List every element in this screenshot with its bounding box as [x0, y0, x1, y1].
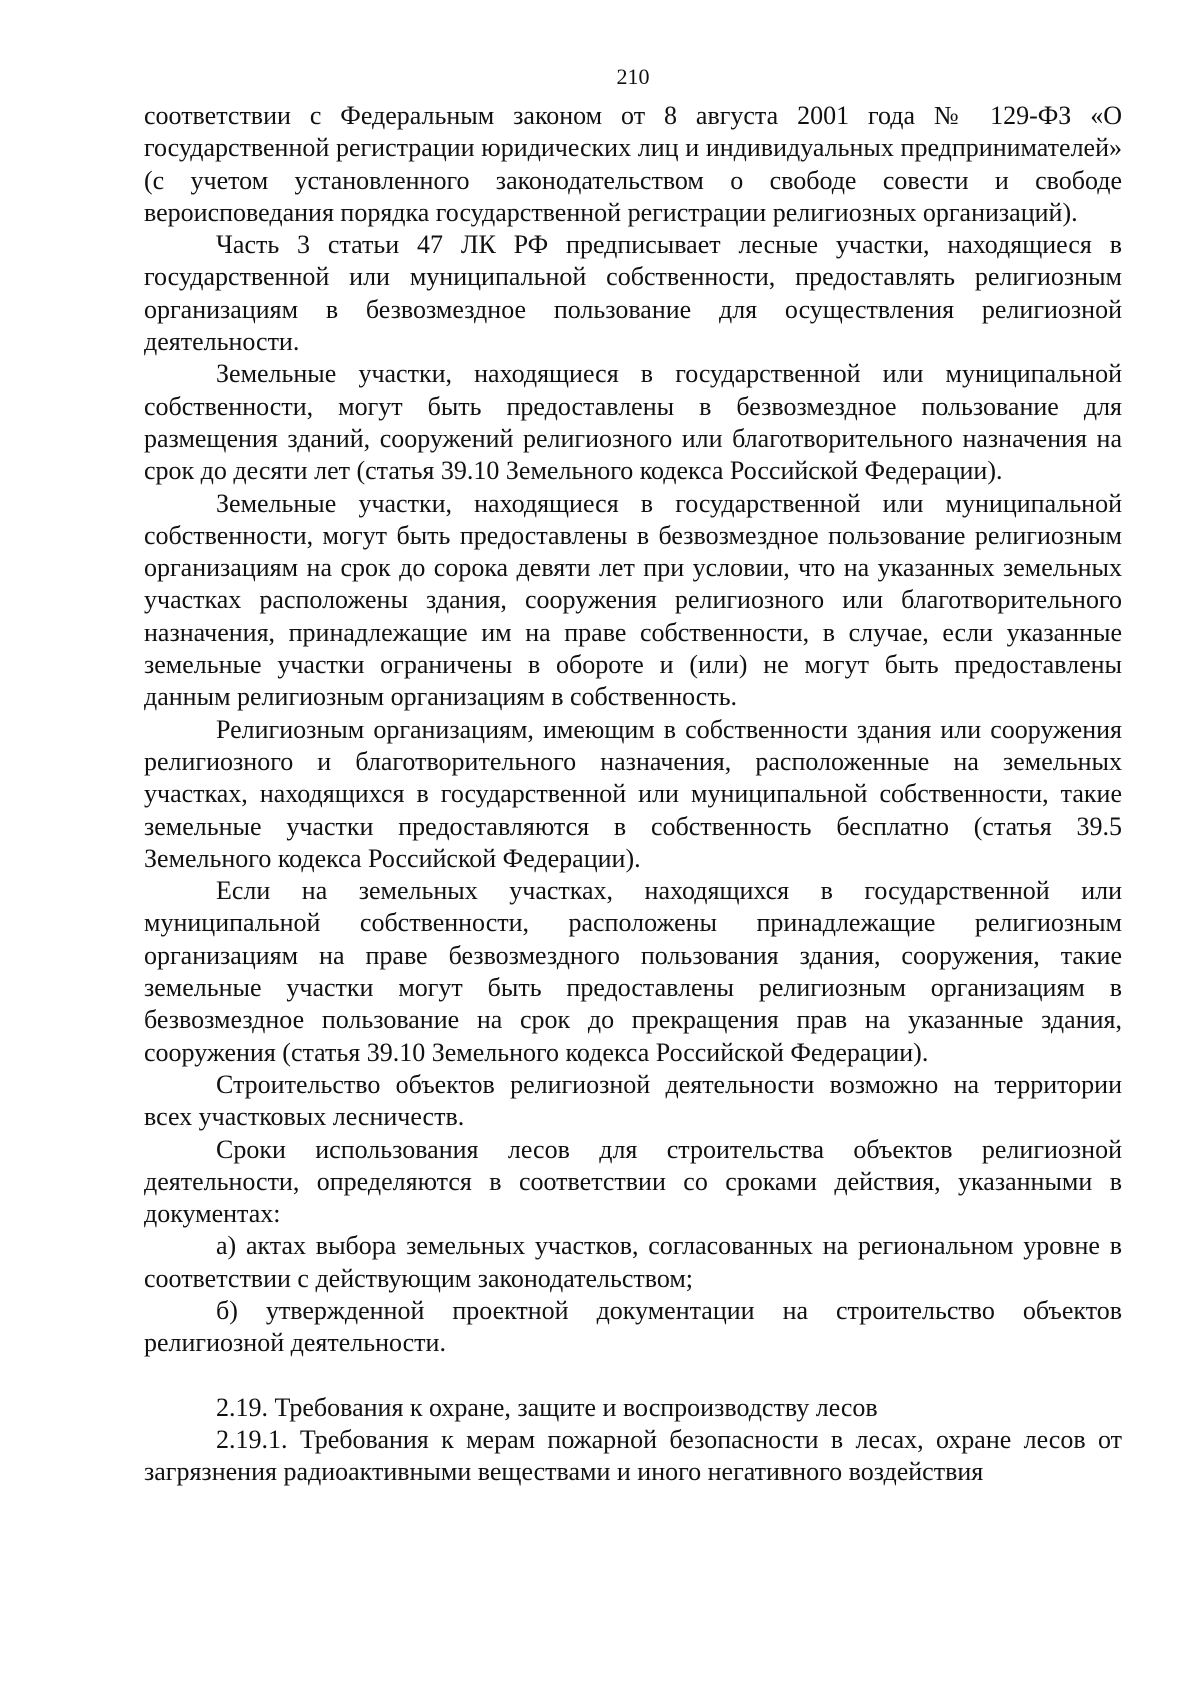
- list-item-a: а) актах выбора земельных участков, согласованных на региональном уровне в соответствии с действующим законодательством;: [144, 1231, 1122, 1293]
- paragraph-lk-article-47: Часть 3 статьи 47 ЛК РФ предписывает лесные участки, находящиеся в государственной или муниципальной собственности, предоставлять религиозным организациям в безвозмездное пользование для осуществления религиозной деятельности.: [144, 230, 1122, 357]
- list-item-b: б) утвержденной проектной документации на строительство объектов религиозной деятельности.: [144, 1295, 1122, 1358]
- page-number: 210: [616, 64, 650, 89]
- subsection-heading: 2.19.1. Требования к мерам пожарной безопасности в лесах, охране лесов от загрязнения радиоактивными веществами и иного негативного воздействия: [144, 1424, 1122, 1487]
- section-heading: 2.19. Требования к охране, защите и воспроизводству лесов: [216, 1392, 878, 1422]
- document-page: [144, 62, 1122, 1488]
- paragraph-land-forty-nine-years: Земельные участки, находящиеся в государственной или муниципальной собственности, могут быть предоставлены в безвозмездное пользование религиозным организациям на срок до сорока девяти лет при условии, что на указанных земельных участках расположены здания, сооружения религиозного или благотворительного назначения, принадлежащие им на праве собственности, в случае, если указанные земельные участки ограничены в обороте и (или) не могут быть предоставлены данным религиозным организациям в собственность.: [144, 488, 1122, 712]
- paragraph-free-use-until-termination: Если на земельных участках, находящихся в государственной или муниципальной собственности, расположены принадлежащие религиозным организациям на праве безвозмездного пользования здания, сооружения, такие земельные участки могут быть предоставлены религиозным организациям в безвозмездное пользование на срок до прекращения прав на указанные здания, сооружения (статья 39.10 Земельного кодекса Российской Федерации).: [144, 876, 1122, 1067]
- section-spacer: [144, 1360, 1122, 1392]
- paragraph-free-ownership: Религиозным организациям, имеющим в собственности здания или сооружения религиозного и благотворительного назначения, расположенные на земельных участках, находящихся в государственной или муниципальной собственности, такие земельные участки предоставляются в собственность бесплатно (статья 39.5 Земельного кодекса Российской Федерации).: [144, 714, 1122, 873]
- paragraph-construction-territory: Строительство объектов религиозной деятельности возможно на территории всех участковых лесничеств.: [144, 1069, 1122, 1132]
- paragraph-usage-terms: Сроки использования лесов для строительства объектов религиозной деятельности, определяются в соответствии со сроками действия, указанными в документах:: [144, 1134, 1122, 1229]
- paragraph-continuation: соответствии с Федеральным законом от 8 августа 2001 года № 129-ФЗ «О государственной регистрации юридических лиц и индивидуальных предпринимателей» (с учетом установленного законодательством о свободе совести и свободе вероисповедания порядка государственной регистрации религиозных организаций).: [144, 101, 1122, 227]
- paragraph-land-ten-years: Земельные участки, находящиеся в государственной или муниципальной собственности, могут быть предоставлены в безвозмездное пользование для размещения зданий, сооружений религиозного или благотворительного назначения на срок до десяти лет (статья 39.10 Земельного кодекса Российской Федерации).: [144, 359, 1122, 486]
- document-body: [144, 100, 1122, 1488]
